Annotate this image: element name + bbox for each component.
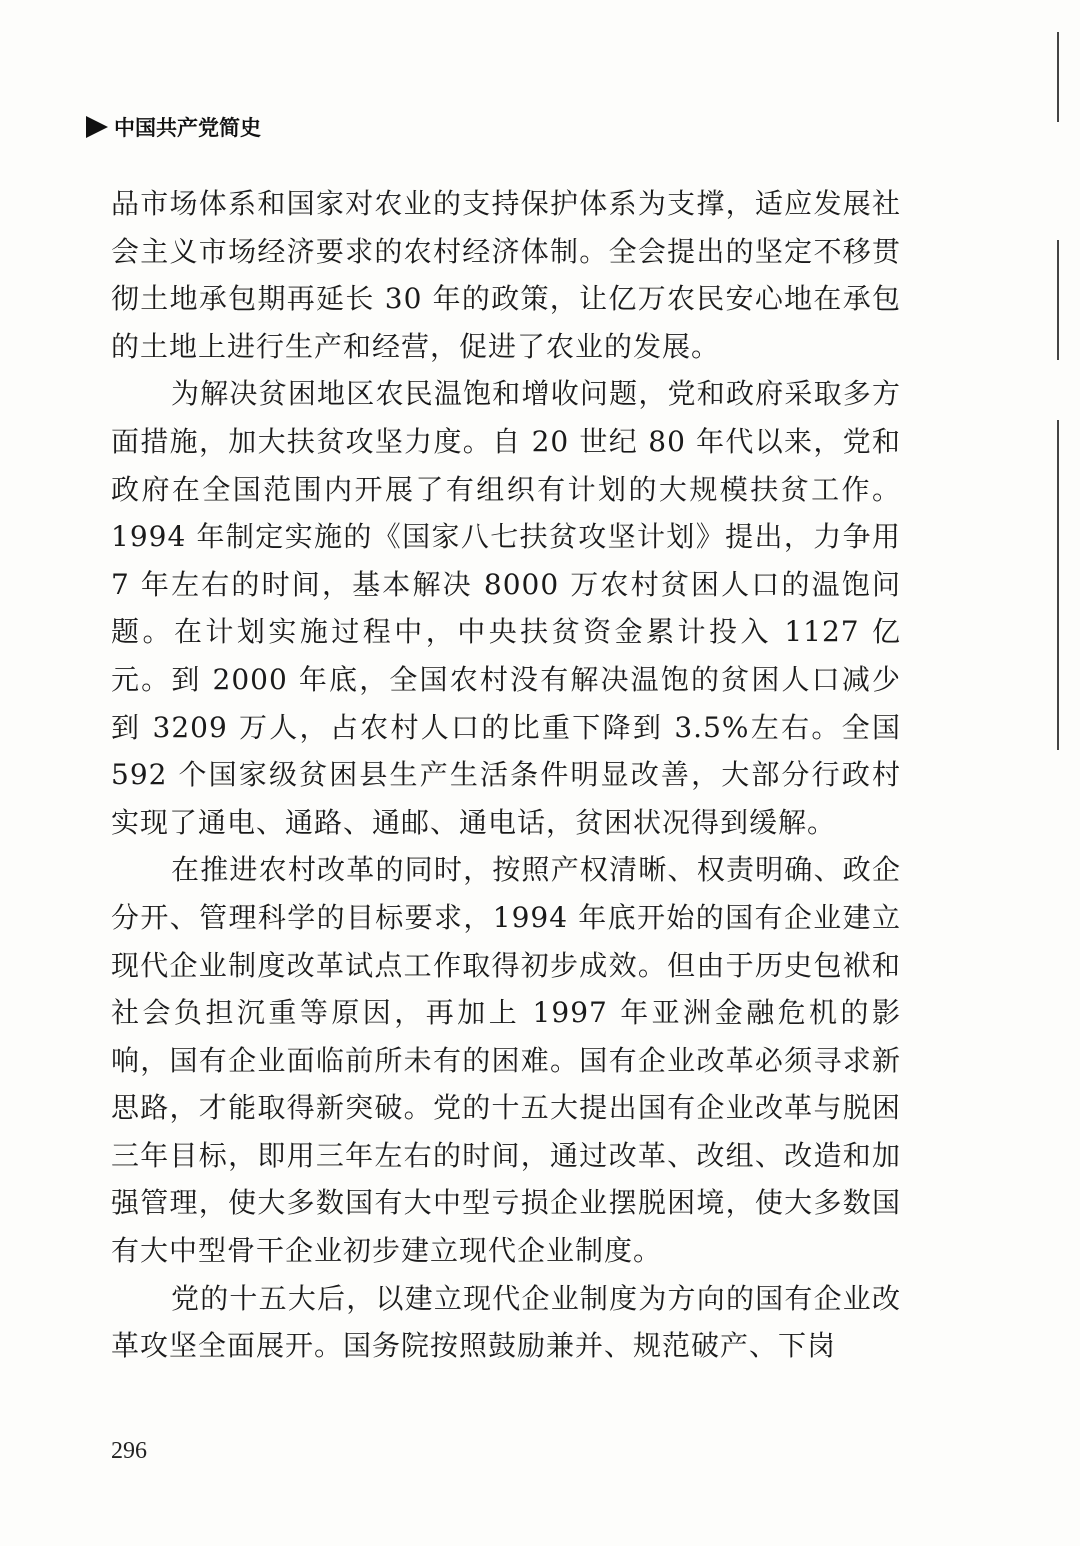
running-title: 中国共产党简史 [114,116,261,140]
body-text [111,180,901,1370]
scan-edge-mark [1057,240,1059,360]
scan-edge-mark [1057,32,1059,122]
paragraph: 为解决贫困地区农民温饱和增收问题，党和政府采取多方面措施，加大扶贫攻坚力度。自 20 世纪 80 年代以来，党和政府在全国范围内开展了有组织有计划的大规模扶贫工作。1994 年制定实施的《国家八七扶贫攻坚计划》提出，力争用 7 年左右的时间，基本解决 8000 万农村贫困人口的温饱问题。在计划实施过程中，中央扶贫资金累计投入 1127 亿元。到 2000 年底，全国农村没有解决温饱的贫困人口减少到 3209 万人，占农村人口的比重下降到 3.5%左右。全国 592 个国家级贫困县生产生活条件明显改善，大部分行政村实现了通电、通路、通邮、通电话，贫困状况得到缓解。 [111,377,901,839]
scan-edge-mark [1057,420,1059,750]
paragraph: 品市场体系和国家对农业的支持保护体系为支撑，适应发展社会主义市场经济要求的农村经济体制。全会提出的坚定不移贯彻土地承包期再延长 30 年的政策，让亿万农民安心地在承包的土地上进行生产和经营，促进了农业的发展。 [111,187,901,363]
triangle-arrow-icon [86,116,108,138]
running-header [86,110,261,144]
paragraph: 在推进农村改革的同时，按照产权清晰、权责明确、政企分开、管理科学的目标要求，1994 年底开始的国有企业建立现代企业制度改革试点工作取得初步成效。但由于历史包袱和社会负担沉重等原因，再加上 1997 年亚洲金融危机的影响，国有企业面临前所未有的困难。国有企业改革必须寻求新思路，才能取得新突破。党的十五大提出国有企业改革与脱困三年目标，即用三年左右的时间，通过改革、改组、改造和加强管理，使大多数国有大中型亏损企业摆脱困境，使大多数国有大中型骨干企业初步建立现代企业制度。 [111,853,901,1268]
page-number: 296 [111,1438,147,1464]
paragraph: 党的十五大后，以建立现代企业制度为方向的国有企业改革攻坚全面展开。国务院按照鼓励兼并、规范破产、下岗 [111,1281,901,1363]
